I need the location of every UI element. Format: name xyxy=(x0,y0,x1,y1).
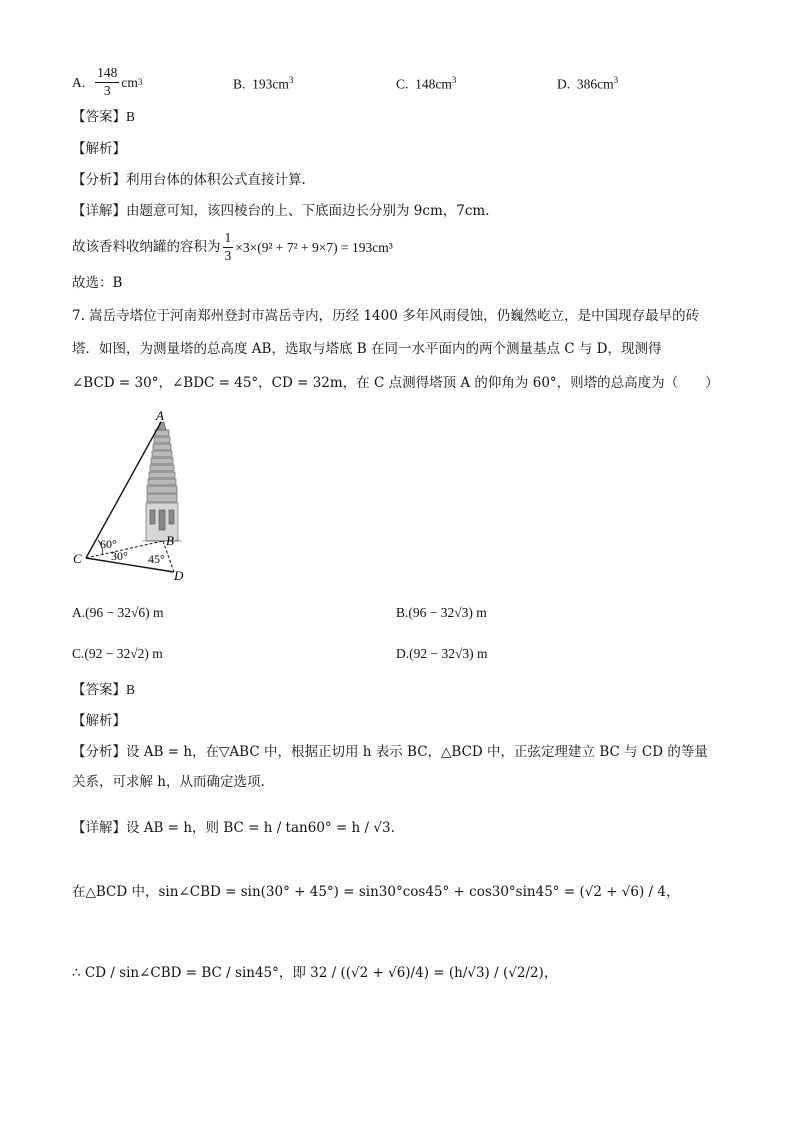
option-letter: A. xyxy=(72,74,86,90)
q6-jiexi-heading: 【解析】 xyxy=(72,141,126,157)
q7-option-c: C.(92 − 32√2) m xyxy=(72,646,163,661)
q6-choice: 故选：B xyxy=(72,275,123,291)
q7-fenxi-line1: 【分析】设 AB = h，在▽ABC 中，根据正切用 h 表示 BC，△BCD 中，正弦定理建立 BC 与 CD 的等量 xyxy=(72,744,708,760)
q7-jiexi-heading: 【解析】 xyxy=(72,713,126,729)
q7-answer: 【答案】B xyxy=(72,682,136,698)
label-angle-60: 60° xyxy=(100,537,117,551)
label-b: B xyxy=(166,533,174,548)
q7-sin-line: 在△BCD 中，sin∠CBD = sin(30° + 45°) = sin30°cos45° + cos30°sin45° = (√2 + √6) / 4， xyxy=(72,884,680,900)
fraction: $\frac{148}{3}$ xyxy=(97,65,118,98)
q7-option-b: B.(96 − 32√3) m xyxy=(396,605,487,620)
label-angle-30: 30° xyxy=(111,549,128,563)
label-a: A xyxy=(156,410,164,423)
label-d: D xyxy=(174,568,184,582)
q7-stem-line3: ∠BCD = 30°，∠BDC = 45°，CD = 32m，在 C 点测得塔顶 A 的仰角为 60°，则塔的总高度为（ ） xyxy=(72,375,719,391)
q6-volume-line: 故该香料收纳罐的容积为 $\frac{1}{3}$ ×3×(9² + 7² + 9×7) = 193cm³ xyxy=(72,230,393,263)
q6-fenxi: 【分析】利用台体的体积公式直接计算. xyxy=(72,172,306,188)
label-c: C xyxy=(73,551,82,566)
pagoda-figure xyxy=(70,410,200,582)
q7-xiangjie: 【详解】设 AB = h，则 BC = h / tan60° = h / √3. xyxy=(72,820,395,836)
q6-answer: 【答案】B xyxy=(72,109,136,125)
pagoda-drawing xyxy=(142,422,182,541)
q6-xiangjie: 【详解】由题意可知，该四棱台的上、下底面边长分别为 9cm，7cm. xyxy=(72,203,490,219)
q6-option-b: B. $193cm^3$ xyxy=(233,75,294,92)
q7-option-d: D.(92 − 32√3) m xyxy=(396,646,488,661)
q6-option-a: A. $\frac{148}{3}$ cm 3 xyxy=(72,65,143,98)
q7-fenxi-line2: 关系，可求解 h，从而确定选项. xyxy=(72,774,265,790)
q6-option-c: C. $148cm^3$ xyxy=(396,75,457,92)
one-third-fraction: $\frac{1}{3}$ xyxy=(224,230,232,263)
label-angle-45: 45° xyxy=(148,552,165,566)
q7-ratio-line: ∴ CD / sin∠CBD = BC / sin45°，即 32 / ((√2 + √6)/4) = (h/√3) / (√2/2)， xyxy=(72,965,558,981)
q7-stem-line2: 塔．如图，为测量塔的总高度 AB，选取与塔底 B 在同一水平面内的两个测量基点 C 与 D，现测得 xyxy=(72,341,662,357)
q6-option-d: D. $386cm^3$ xyxy=(557,75,619,92)
q7-stem-line1: 7. 嵩岳寺塔位于河南郑州登封市嵩岳寺内，历经 1400 多年风雨侵蚀，仍巍然屹立，是中国现存最早的砖 xyxy=(72,308,700,324)
q7-option-a: A.(96 − 32√6) m xyxy=(72,605,164,620)
